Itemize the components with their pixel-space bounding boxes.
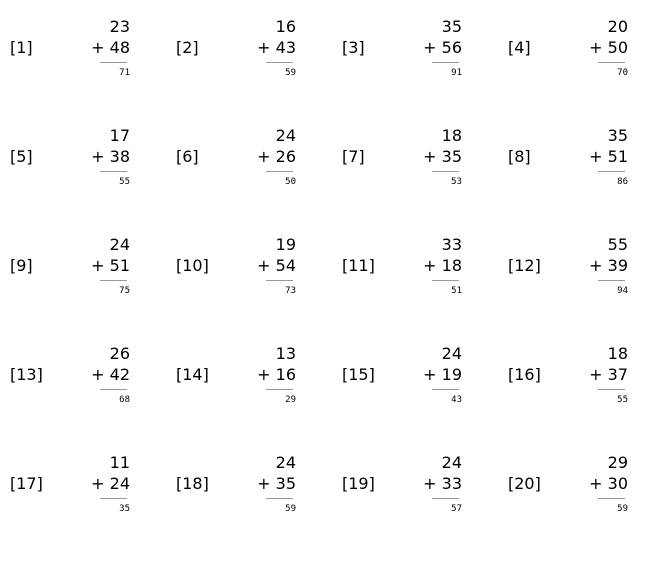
sum-line bbox=[266, 171, 293, 172]
answer: 59 bbox=[617, 504, 628, 514]
second-addend: + 50 bbox=[589, 38, 628, 57]
problem-number: [9] bbox=[10, 256, 33, 275]
problem-number: [14] bbox=[176, 365, 209, 384]
sum-line bbox=[266, 389, 293, 390]
problem-number: [11] bbox=[342, 256, 375, 275]
first-addend: 13 bbox=[275, 344, 296, 363]
problem-number: [7] bbox=[342, 147, 365, 166]
answer: 29 bbox=[285, 395, 296, 405]
sum-line bbox=[100, 498, 127, 499]
problem-number: [16] bbox=[508, 365, 541, 384]
addition-problem bbox=[166, 126, 332, 236]
second-addend: + 43 bbox=[257, 38, 296, 57]
first-addend: 20 bbox=[607, 17, 628, 36]
second-addend: + 26 bbox=[257, 147, 296, 166]
second-addend: + 35 bbox=[423, 147, 462, 166]
second-addend: + 33 bbox=[423, 474, 462, 493]
addition-problem bbox=[332, 17, 498, 127]
addition-problem bbox=[0, 453, 166, 563]
sum-line bbox=[100, 389, 127, 390]
problem-number: [3] bbox=[342, 38, 365, 57]
first-addend: 33 bbox=[441, 235, 462, 254]
problem-number: [18] bbox=[176, 474, 209, 493]
answer: 43 bbox=[451, 395, 462, 405]
first-addend: 23 bbox=[109, 17, 130, 36]
answer: 55 bbox=[617, 395, 628, 405]
problem-number: [10] bbox=[176, 256, 209, 275]
answer: 35 bbox=[119, 504, 130, 514]
problem-number: [17] bbox=[10, 474, 43, 493]
first-addend: 35 bbox=[607, 126, 628, 145]
first-addend: 24 bbox=[441, 344, 462, 363]
second-addend: + 35 bbox=[257, 474, 296, 493]
sum-line bbox=[432, 280, 459, 281]
problem-number: [13] bbox=[10, 365, 43, 384]
first-addend: 24 bbox=[109, 235, 130, 254]
second-addend: + 48 bbox=[91, 38, 130, 57]
answer: 53 bbox=[451, 177, 462, 187]
second-addend: + 51 bbox=[589, 147, 628, 166]
first-addend: 35 bbox=[441, 17, 462, 36]
answer: 50 bbox=[285, 177, 296, 187]
addition-problem bbox=[166, 235, 332, 345]
first-addend: 24 bbox=[275, 453, 296, 472]
addition-problem bbox=[332, 453, 498, 563]
addition-problem bbox=[498, 344, 650, 454]
addition-problem bbox=[0, 235, 166, 345]
sum-line bbox=[432, 498, 459, 499]
problem-number: [5] bbox=[10, 147, 33, 166]
answer: 59 bbox=[285, 68, 296, 78]
second-addend: + 19 bbox=[423, 365, 462, 384]
sum-line bbox=[266, 62, 293, 63]
problem-number: [12] bbox=[508, 256, 541, 275]
addition-problem bbox=[498, 126, 650, 236]
problem-number: [8] bbox=[508, 147, 531, 166]
sum-line bbox=[598, 62, 625, 63]
problem-number: [4] bbox=[508, 38, 531, 57]
addition-problem bbox=[166, 453, 332, 563]
answer: 71 bbox=[119, 68, 130, 78]
problem-number: [6] bbox=[176, 147, 199, 166]
addition-problem bbox=[166, 17, 332, 127]
first-addend: 24 bbox=[441, 453, 462, 472]
sum-line bbox=[100, 280, 127, 281]
addition-problem bbox=[166, 344, 332, 454]
first-addend: 19 bbox=[275, 235, 296, 254]
sum-line bbox=[598, 389, 625, 390]
sum-line bbox=[432, 389, 459, 390]
answer: 86 bbox=[617, 177, 628, 187]
second-addend: + 30 bbox=[589, 474, 628, 493]
second-addend: + 54 bbox=[257, 256, 296, 275]
first-addend: 18 bbox=[607, 344, 628, 363]
addition-problem bbox=[0, 17, 166, 127]
addition-problem bbox=[498, 235, 650, 345]
first-addend: 11 bbox=[109, 453, 130, 472]
second-addend: + 39 bbox=[589, 256, 628, 275]
second-addend: + 24 bbox=[91, 474, 130, 493]
first-addend: 29 bbox=[607, 453, 628, 472]
sum-line bbox=[100, 171, 127, 172]
sum-line bbox=[598, 498, 625, 499]
answer: 91 bbox=[451, 68, 462, 78]
first-addend: 18 bbox=[441, 126, 462, 145]
second-addend: + 56 bbox=[423, 38, 462, 57]
answer: 75 bbox=[119, 286, 130, 296]
answer: 94 bbox=[617, 286, 628, 296]
addition-problem bbox=[332, 126, 498, 236]
sum-line bbox=[266, 498, 293, 499]
addition-problem bbox=[0, 344, 166, 454]
addition-problem bbox=[498, 17, 650, 127]
problem-number: [15] bbox=[342, 365, 375, 384]
addition-problem bbox=[332, 235, 498, 345]
answer: 70 bbox=[617, 68, 628, 78]
second-addend: + 42 bbox=[91, 365, 130, 384]
addition-problem bbox=[0, 126, 166, 236]
problem-number: [19] bbox=[342, 474, 375, 493]
first-addend: 16 bbox=[275, 17, 296, 36]
answer: 51 bbox=[451, 286, 462, 296]
second-addend: + 16 bbox=[257, 365, 296, 384]
sum-line bbox=[598, 171, 625, 172]
first-addend: 26 bbox=[109, 344, 130, 363]
second-addend: + 38 bbox=[91, 147, 130, 166]
sum-line bbox=[432, 171, 459, 172]
second-addend: + 37 bbox=[589, 365, 628, 384]
problem-number: [2] bbox=[176, 38, 199, 57]
first-addend: 17 bbox=[109, 126, 130, 145]
first-addend: 24 bbox=[275, 126, 296, 145]
sum-line bbox=[598, 280, 625, 281]
answer: 73 bbox=[285, 286, 296, 296]
addition-problem bbox=[332, 344, 498, 454]
sum-line bbox=[266, 280, 293, 281]
addition-problem bbox=[498, 453, 650, 563]
first-addend: 55 bbox=[607, 235, 628, 254]
sum-line bbox=[100, 62, 127, 63]
answer: 59 bbox=[285, 504, 296, 514]
answer: 68 bbox=[119, 395, 130, 405]
problem-number: [1] bbox=[10, 38, 33, 57]
answer: 57 bbox=[451, 504, 462, 514]
problem-number: [20] bbox=[508, 474, 541, 493]
second-addend: + 18 bbox=[423, 256, 462, 275]
answer: 55 bbox=[119, 177, 130, 187]
second-addend: + 51 bbox=[91, 256, 130, 275]
sum-line bbox=[432, 62, 459, 63]
